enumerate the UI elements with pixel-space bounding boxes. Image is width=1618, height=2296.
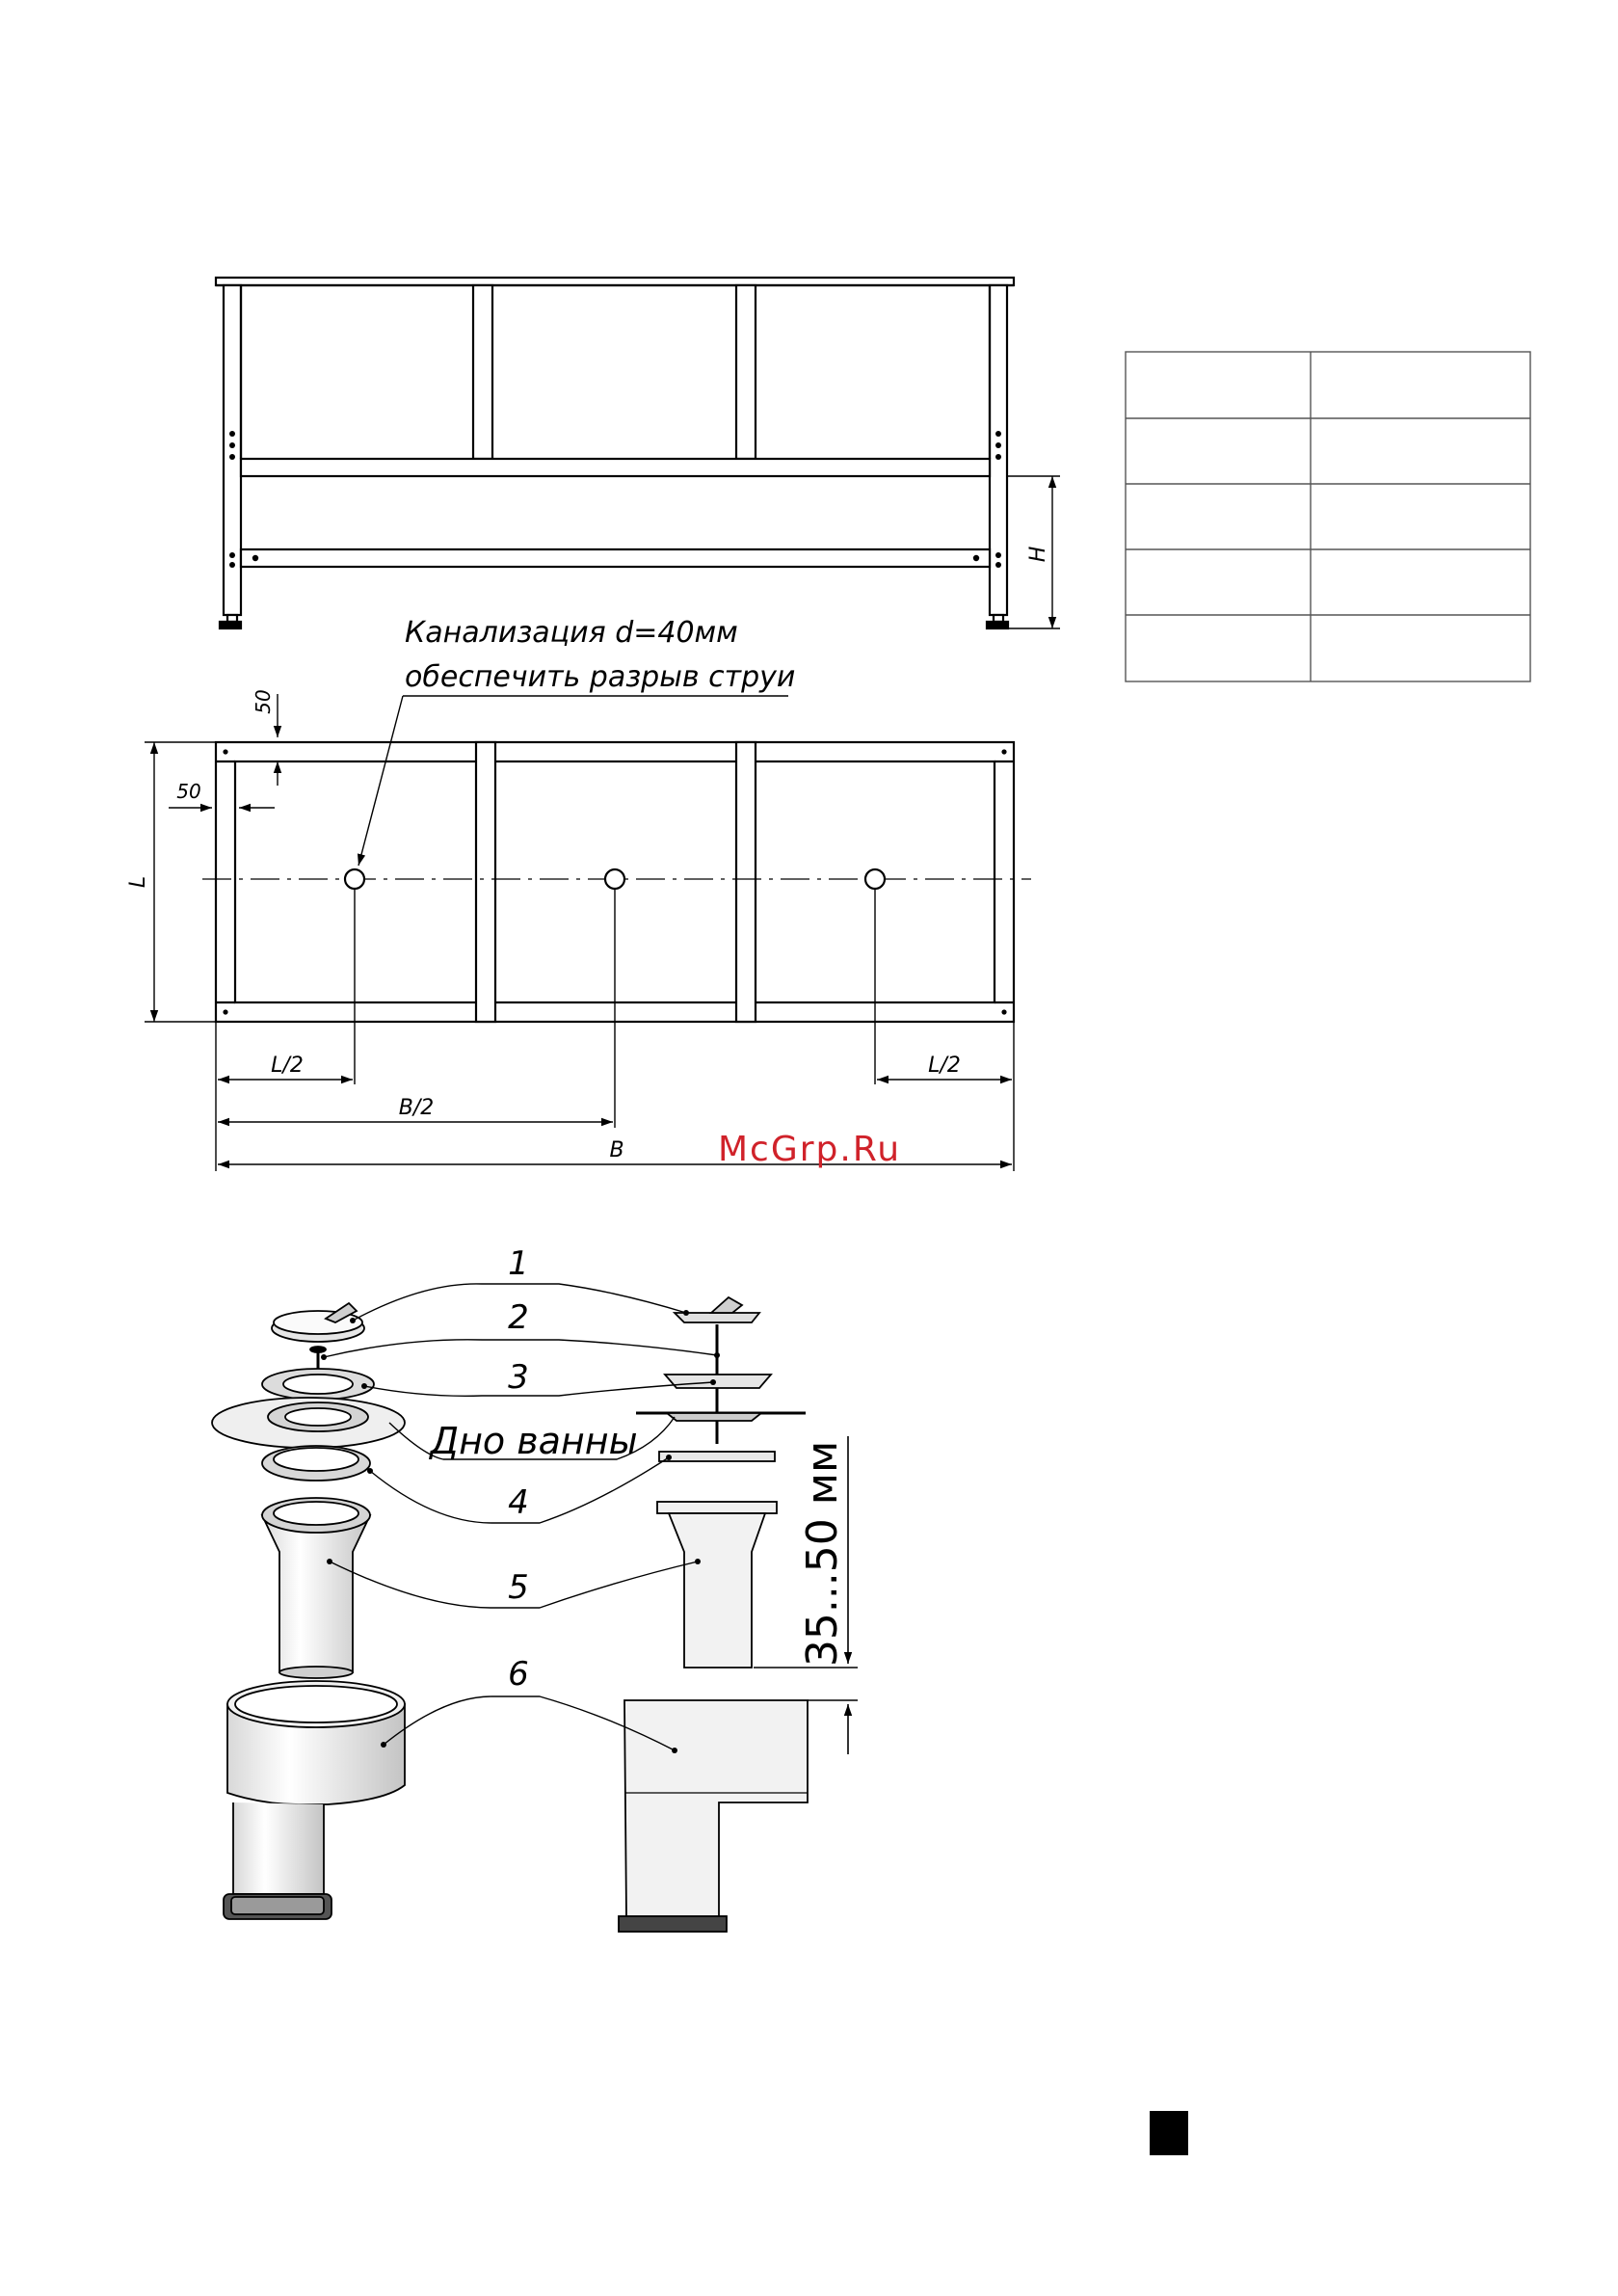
drain-hole-3 [865, 869, 885, 889]
spec-table [1126, 352, 1530, 681]
half-width-label: B/2 [398, 1096, 435, 1120]
length-label: L [126, 875, 150, 889]
gap-label: 35...50 мм [798, 1440, 847, 1668]
offset-left-label: 50 [176, 780, 201, 803]
frame-top-rail [216, 278, 1014, 285]
tub-bottom-plate [212, 1398, 405, 1448]
drain-hole-2 [605, 869, 624, 889]
outlet-pipe [262, 1498, 370, 1678]
drain-hole-1 [345, 869, 364, 889]
frame-middle-rail [241, 459, 990, 476]
frame-foot-right [987, 622, 1008, 628]
callout-3: 3 [508, 1358, 529, 1397]
half-length-left-label: L/2 [271, 1054, 304, 1078]
height-label: H [1026, 546, 1050, 563]
top-flange [262, 1369, 374, 1400]
sewer-note-line-2: обеспечить разрыв струи [405, 660, 796, 694]
offset-top-label: 50 [252, 689, 275, 714]
frame-side-view [216, 278, 1060, 628]
drain-parts-perspective [212, 1303, 405, 1919]
gasket [262, 1446, 370, 1481]
trap-body [224, 1681, 405, 1919]
drain-parts-section [619, 1297, 808, 1932]
frame-plan-view [202, 742, 1031, 1022]
callout-1: 1 [508, 1244, 529, 1283]
plug-cap [272, 1303, 364, 1342]
frame-lower-rail [241, 549, 990, 567]
callout-2: 2 [508, 1298, 529, 1337]
tub-bottom-label: Дно ванны [430, 1420, 638, 1462]
callout-5: 5 [508, 1568, 529, 1607]
frame-foot-left [220, 622, 241, 628]
sewer-note-line-1: Канализация d=40мм [405, 616, 738, 650]
width-label: B [609, 1138, 624, 1162]
callout-6: 6 [508, 1655, 529, 1694]
callout-4: 4 [508, 1483, 529, 1522]
watermark-text: McGrp.Ru [718, 1130, 902, 1169]
page-marker [1150, 2111, 1188, 2155]
plan-dimensions [145, 694, 1014, 1171]
half-length-right-label: L/2 [928, 1054, 961, 1078]
